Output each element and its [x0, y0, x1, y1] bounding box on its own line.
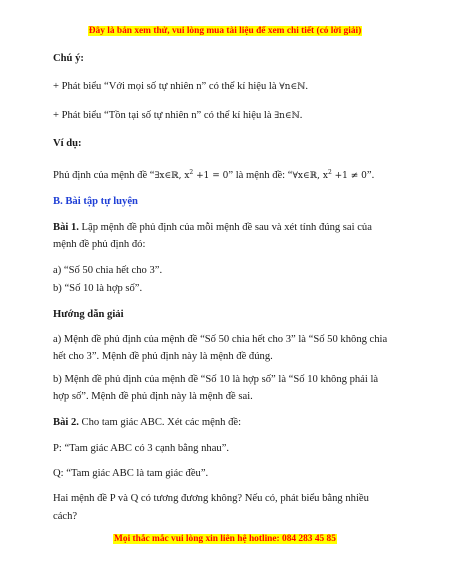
exercise-1-item-b: b) “Số 10 là hợp số”. — [53, 283, 143, 294]
note-forall-text: + Phát biểu “Với mọi số tự nhiên n” có thể kí hiệu là — [53, 81, 277, 92]
note-exists-end: . — [299, 110, 303, 121]
note-heading: Chú ý: — [53, 53, 84, 64]
section-title: B. Bài tập tự luyện — [53, 196, 138, 207]
exists-formula: ∃n∈ℕ — [274, 111, 300, 121]
note-exists-text: + Phát biểu “Tồn tại số tự nhiên n” có thể kí hiệu là — [53, 110, 272, 121]
note-forall — [53, 80, 308, 94]
exercise-2-label: Bài 2. — [53, 417, 79, 428]
example-line — [53, 166, 374, 183]
answer-b-line-1: b) Mệnh đề phủ định của mệnh đề “Số 10 là hợp số” là “Số 10 không phải là — [53, 374, 379, 385]
hotline-text: Mọi thắc mắc vui lòng xin liên hệ hotline: 084 283 45 85 — [114, 534, 336, 544]
exercise-1-label: Bài 1. — [53, 222, 79, 233]
exercise-1-line-2: mệnh đề phủ định đó: — [53, 239, 146, 250]
exercise-2-text: Cho tam giác ABC. Xét các mệnh đề: — [78, 417, 242, 428]
exercise-1-line-1 — [53, 221, 372, 235]
note-forall-end: . — [305, 81, 308, 92]
exercise-2-question-2: cách? — [53, 511, 78, 522]
answer-b-line-2: hợp số”. Mệnh đề phủ định này là mệnh đề sai. — [53, 391, 253, 402]
exercise-1-text: Lập mệnh đề phủ định của mỗi mệnh đề sau và xét tính đúng sai của — [78, 222, 372, 233]
example-end: ”. — [366, 170, 375, 181]
example-mid: ” là mệnh đề: “ — [228, 170, 293, 181]
answer-a-line-2: hết cho 3”. Mệnh đề phủ định này là mệnh đề đúng. — [53, 351, 273, 362]
proposition-q: Q: “Tam giác ABC là tam giác đều”. — [53, 468, 209, 479]
example-heading: Ví dụ: — [53, 138, 82, 149]
example-formula-2: ∀x∈ℝ, $x^2 +1 \ne 0$ — [292, 169, 367, 181]
preview-banner — [0, 26, 450, 36]
forall-formula: ∀n∈ℕ — [279, 82, 306, 92]
preview-banner-text: Đây là bản xem thử, vui lòng mua tài liệu để xem chi tiết (có lời giải) — [88, 26, 362, 36]
exercise-2-line — [53, 416, 241, 430]
example-pre: Phủ định của mệnh đề “ — [53, 170, 155, 181]
proposition-p: P: “Tam giác ABC có 3 cạnh bằng nhau”. — [53, 443, 230, 454]
hotline-banner — [0, 534, 450, 544]
exercise-1-item-a: a) “Số 50 chia hết cho 3”. — [53, 265, 163, 276]
note-exists — [53, 109, 302, 123]
example-formula-1: ∃x∈ℝ, $x^2 +1 = 0$ — [154, 169, 229, 181]
solution-heading: Hướng dẫn giải — [53, 309, 124, 320]
exercise-2-question-1: Hai mệnh đề P và Q có tương đương không? Nếu có, phát biểu bằng nhiều — [53, 493, 369, 504]
answer-a-line-1: a) Mệnh đề phủ định của mệnh đề “Số 50 chia hết cho 3” là “Số 50 không chia — [53, 334, 388, 345]
